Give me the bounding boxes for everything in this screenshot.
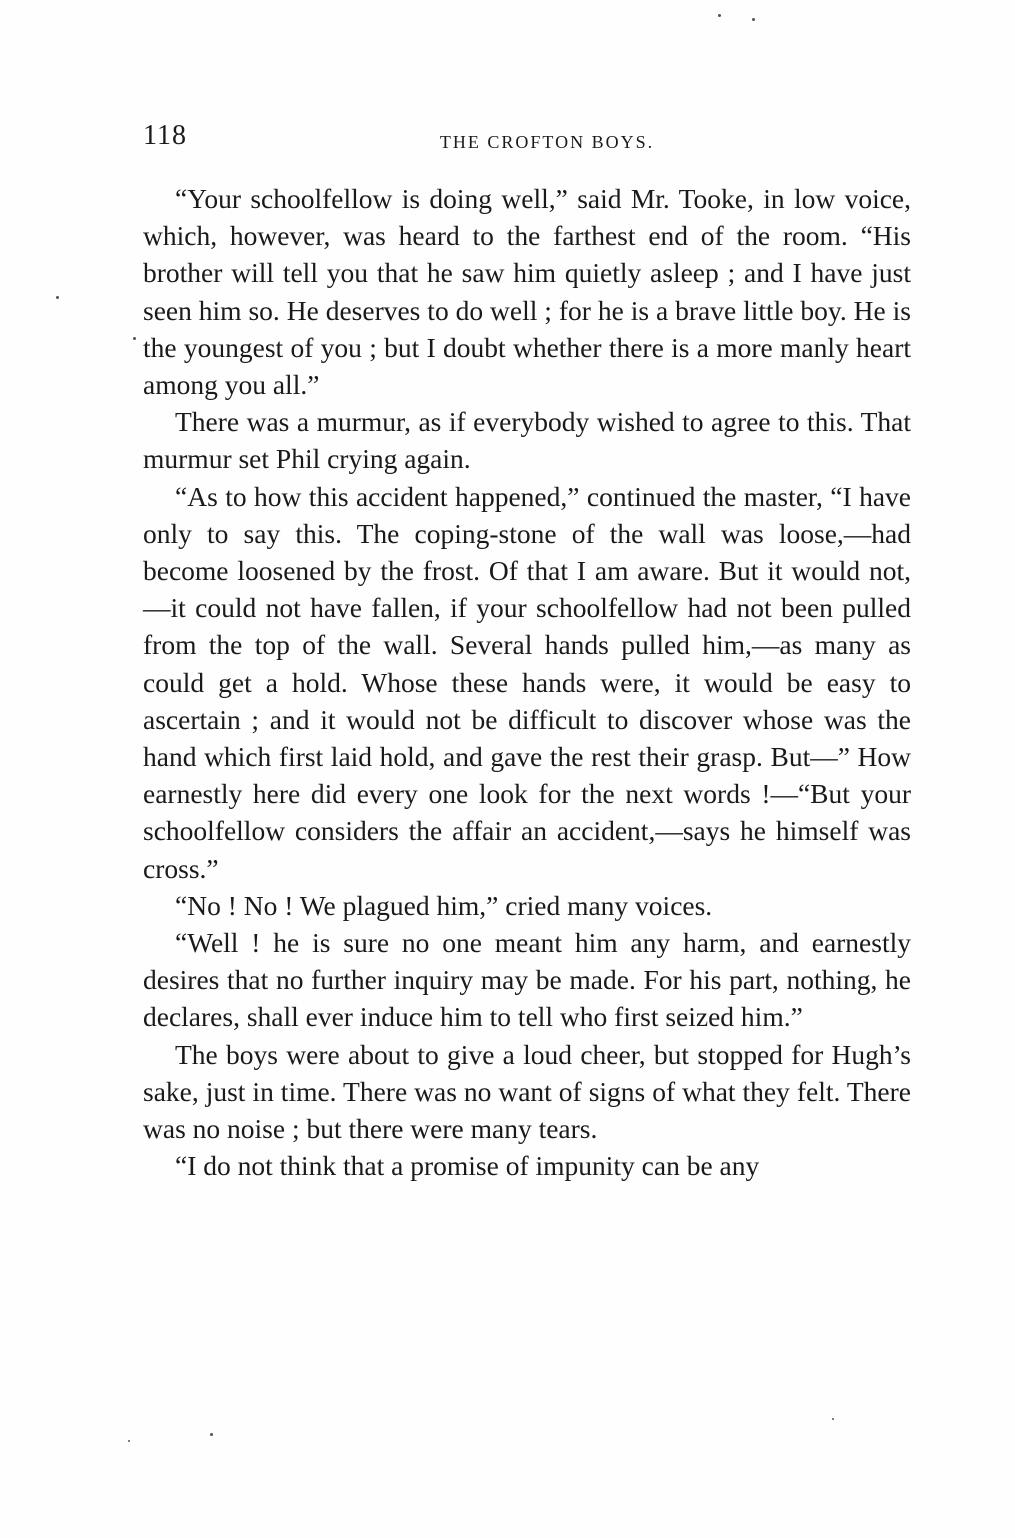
scan-speck	[832, 1418, 834, 1420]
running-head	[143, 120, 911, 160]
paragraph: “As to how this accident happened,” continued the master, “I have only to say this. The coping-stone of the wall was loose,—had become loosened by the frost. Of that I am aware. But it would not,—it could not have fallen, if your schoolfellow had not been pulled from the top of the wall. Several hands pulled him,—as many as could get a hold. Whose these hands were, it would be easy to ascertain ; and it would not be difficult to discover whose was the hand which first laid hold, and gave the rest their grasp. But—” How earnestly here did every one look for the next words !—“But your schoolfellow considers the affair an accident,—says he himself was cross.”	[143, 480, 911, 884]
paragraph: “Your schoolfellow is doing well,” said Mr. Tooke, in low voice, which, however, was heard to the farthest end of the room. “His brother will tell you that he saw him quietly asleep ; and I have just seen him so. He deserves to do well ; for he is a brave little boy. He is the youngest of you ; but I doubt whether there is a more manly heart among you all.”	[143, 183, 911, 401]
scan-speck	[752, 18, 755, 21]
scan-speck	[718, 14, 721, 17]
scan-speck	[210, 1433, 213, 1436]
scan-speck	[133, 337, 136, 340]
body-text	[143, 180, 911, 1184]
paragraph: The boys were about to give a loud cheer, but stopped for Hugh’s sake, just in time. There was no want of signs of what they felt. There was no noise ; but there were many tears.	[143, 1038, 911, 1145]
running-title: THE CROFTON BOYS.	[439, 132, 655, 152]
page-number: 118	[143, 120, 187, 151]
paragraph: “Well ! he is sure no one meant him any harm, and earnestly desires that no further inquiry may be made. For his part, nothing, he declares, shall ever induce him to tell who first seized him.”	[143, 927, 911, 1033]
paragraph: “No ! No ! We plagued him,” cried many voices.	[175, 889, 713, 921]
scan-speck	[128, 1440, 130, 1442]
scan-speck	[56, 296, 59, 299]
paragraph: “I do not think that a promise of impunity can be any	[175, 1150, 760, 1182]
paragraph: There was a murmur, as if everybody wished to agree to this. That murmur set Phil crying again.	[143, 406, 911, 475]
